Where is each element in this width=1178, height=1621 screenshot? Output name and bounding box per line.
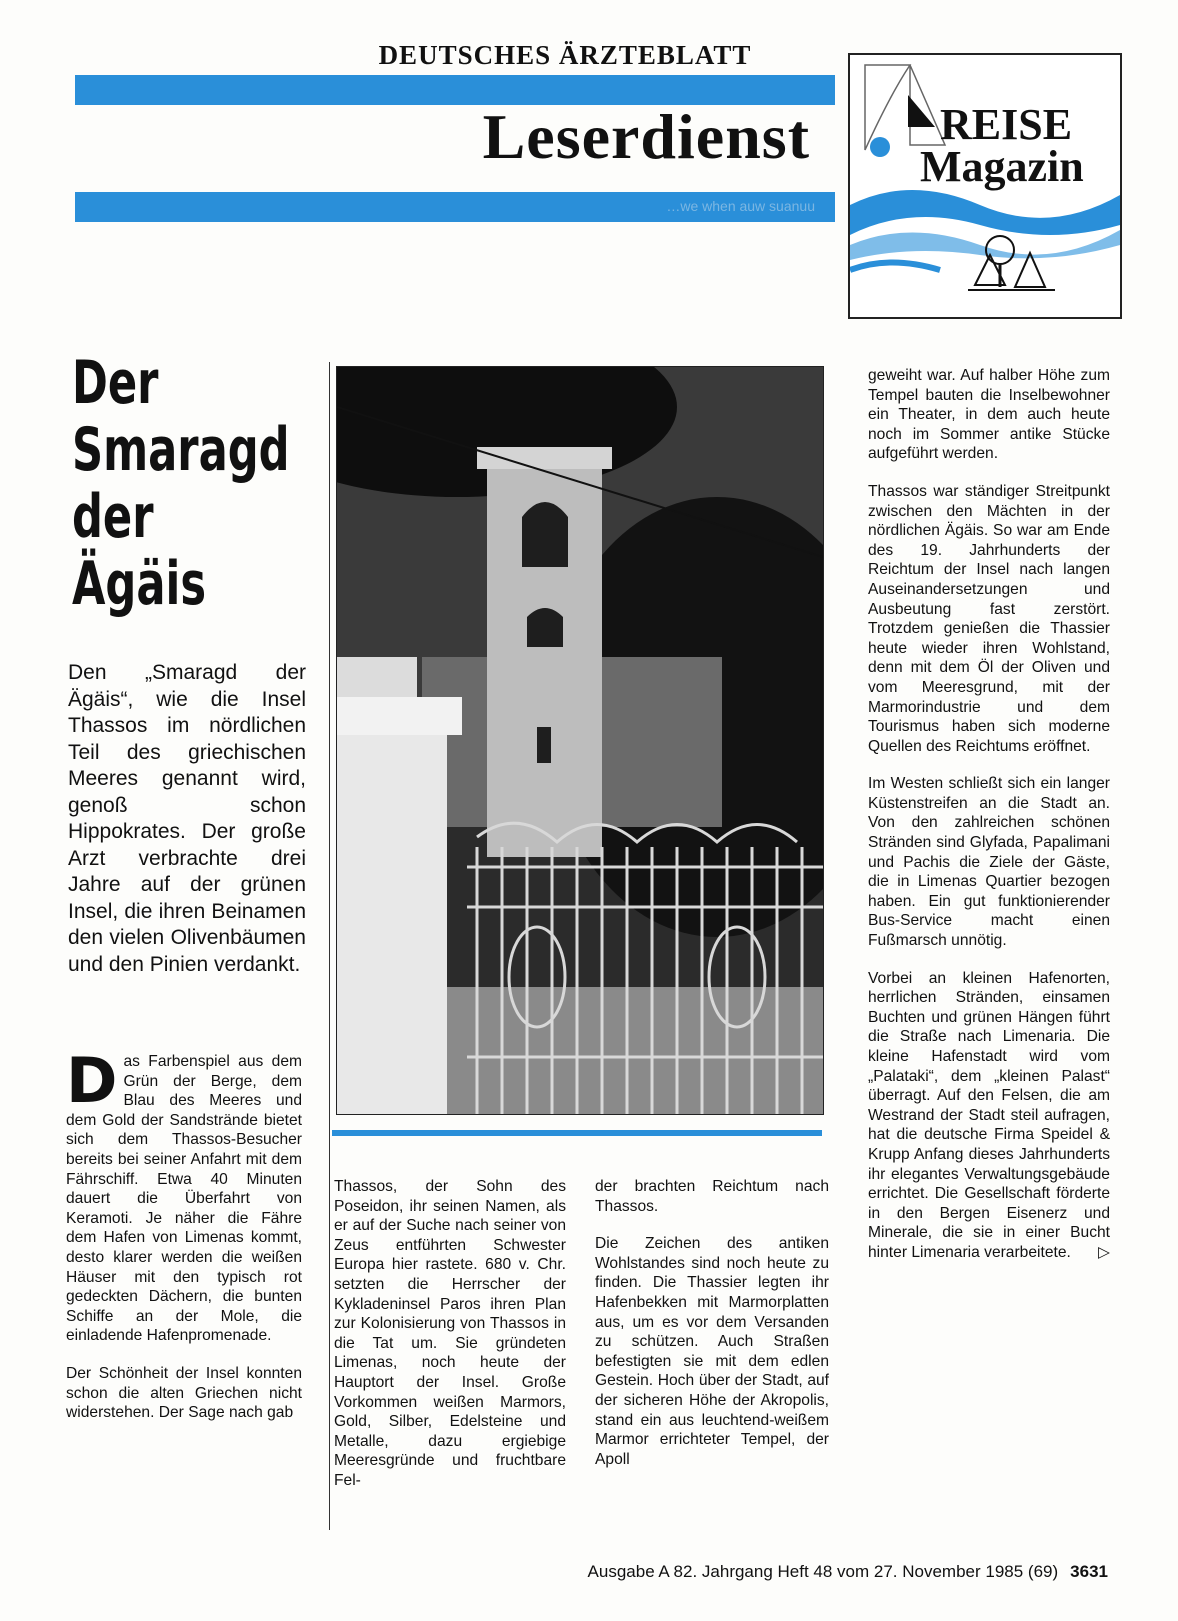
body-paragraph: Thassos war ständiger Streitpunkt zwischen den Mächten in der nördlichen Ägäis. So war am Ende des 19. Jahrhunderts der Reichtum der Insel nach langen Auseinandersetzungen und Ausbeutung fast zerstört. Trotzdem genießen die Thassier heute wieder ihren Wohlstand, denn mit dem Öl der Oliven und vom Meeresgrund, mit der Marmorindustrie und dem Tourismus haben sich moderne Quellen des Reichtums eröffnet.	[868, 482, 1110, 755]
issue-info: Ausgabe A 82. Jahrgang Heft 48 vom 27. November 1985 (69)	[587, 1562, 1059, 1581]
text-column-1	[66, 1044, 302, 1441]
column-divider	[329, 362, 330, 1530]
logo-word-reise: REISE	[940, 100, 1073, 149]
drop-cap: D	[66, 1044, 118, 1117]
body-paragraph: Der Schönheit der Insel konnten schon die alten Griechen nicht widerstehen. Der Sage nach gab	[66, 1364, 302, 1422]
text-column-4	[868, 366, 1110, 1281]
body-paragraph: der brachten Reichtum nach Thassos.	[595, 1178, 829, 1215]
text-column-2	[334, 1177, 566, 1509]
headline-line: Smaragd	[72, 415, 290, 485]
page-number: 3631	[1070, 1562, 1108, 1581]
headline-line: Ägäis	[72, 549, 207, 619]
blue-band-bottom	[75, 192, 835, 222]
body-paragraph: geweiht war. Auf halber Höhe zum Tempel bauten die Inselbewohner ein Theater, in dem auch heute noch im Sommer antike Stücke aufgeführt werden.	[868, 367, 1110, 463]
band-faint-text: …we when auw suanuu	[666, 198, 815, 214]
body-paragraph: as Farbenspiel aus dem Grün der Berge, dem Blau des Meeres und dem Gold der Sandstrände bietet sich dem Thassos-Besucher bereits bei seiner Anfahrt mit dem Fährschiff. Etwa 40 Minuten dauert die Überfahrt von Keramoti. Je näher die Fähre dem Hafen von Limenas kommt, desto klarer werden die weißen Häuser mit den typisch rot gedeckten Dächern, die bunten Schiffe an der Mole, die einladende Hafenpromenade.	[66, 1053, 302, 1345]
text-column-3	[595, 1177, 829, 1487]
publication-name: DEUTSCHES ÄRZTEBLATT	[378, 40, 752, 70]
body-paragraph: Die Zeichen des antiken Wohlstandes sind noch heute zu finden. Die Thassier legten ihr Hafenbekken mit Marmorplatten aus, um es vor dem Versanden zu schützen. Auch Straßen befestigten sie mit dem edlen Gestein. Hoch über der Stadt, auf der sicheren Höhe der Akropolis, stand ein aus leuchtend-weißem Marmor errichteter Tempel, der Apoll	[595, 1235, 829, 1468]
body-paragraph: Vorbei an kleinen Hafenorten, herrlichen Stränden, einsamen Buchten und grünen Hängen führt die Straße nach Limenaria. Die kleine Hafenstadt wird vom „Palataki“, dem „kleinen Palast“ überragt. Auf den Felsen, die am Westrand der Stadt steil aufragen, hat die deutsche Firma Speidel & Krupp Anfang dieses Jahrhunderts ihr elegantes Verwaltungsgebäude errichtet. Die Gesellschaft förderte in den Bergen Eisenerz und Minerale, die sie in einer Bucht hinter Limenaria verarbeitete.	[868, 969, 1110, 1261]
article-lead: Den „Smaragd der Ägäis“, wie die Insel Thassos im nördlichen Teil des griechischen Meeres genannt wird, genoß schon Hippokrates. Der große Arzt verbrachte drei Jahre auf der grünen Insel, die ihren Beinamen den vielen Olivenbäumen und den Pinien verdankt.	[68, 661, 306, 976]
body-paragraph: Im Westen schließt sich ein langer Küstenstreifen an die Stadt an. Von den zahlreichen schönen Stränden sind Glyfada, Papalimani und Pachis die Ziele der Gäste, die in Limenas Quartier bezogen haben. Ein gut funktionierender Bus-Service macht einen Fußmarsch unnötig.	[868, 775, 1110, 950]
section-title: Leserdienst	[482, 101, 810, 172]
photo-illustration	[337, 367, 823, 1114]
article-headline	[72, 348, 290, 619]
body-paragraph: Thassos, der Sohn des Poseidon, ihr seinen Namen, als er auf der Suche nach seiner von Zeus entführten Schwester Europa hier rastete. 680 v. Chr. setzten die Herrscher der Kykladeninsel Paros ihren Plan zur Kolonisierung von Thassos in die Tat um. Sie gründeten Limenas, noch heute der Hauptort der Insel. Große Vorkommen weißen Marmors, Gold, Silber, Edelsteine und Metalle, dazu ergiebige Meeresgründe und fruchtbare Fel-	[334, 1178, 566, 1489]
logo-word-magazin: Magazin	[920, 142, 1084, 191]
reise-magazin-logo	[848, 53, 1122, 319]
headline-line: der	[72, 482, 154, 552]
continue-arrow-icon: ▷	[1098, 1243, 1110, 1261]
church-photo	[336, 366, 824, 1115]
photo-underline-rule	[332, 1130, 822, 1136]
page-footer	[488, 1562, 1108, 1582]
headline-line: Der	[72, 348, 159, 418]
